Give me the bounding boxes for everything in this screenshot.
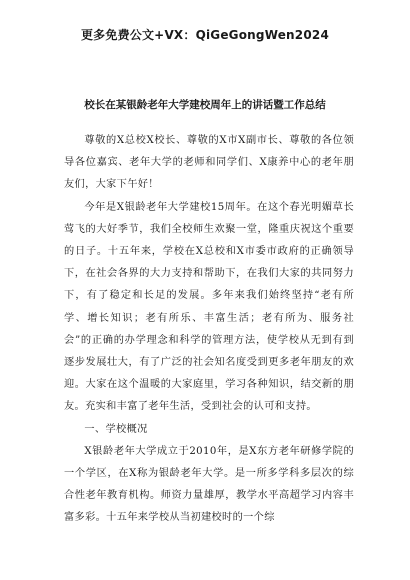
document-body xyxy=(64,130,354,530)
paragraph-school-overview: X银龄老年大学成立于2010年，是X东方老年研修学院的一个学区，在X称为银龄老年大学。是一所多学科多层次的综合性老年教育机构。师资力量雄厚，教学水平高超学习内容丰富多彩。十五年来学校从当初建校时的一个综 xyxy=(64,445,354,524)
section-heading: 一、学校概况 xyxy=(84,423,148,435)
paragraph-anniversary: 今年是X银龄老年大学建校15周年。在这个春光明媚草长莺飞的大好季节，我们全校师生欢聚一堂，隆重庆祝这个重要的日子。十五年来，学校在X总校和X市委市政府的正确领导下，在社会各界的大力支持和帮助下，在我们大家的共同努力下，有了稳定和长足的发展。多年来我们始终坚持“老有所学、增长知识；老有所乐、丰富生活；老有所为、服务社会”的正确的办学理念和科学的管理方法，使学校从无到有到逐步发展壮大，有了广泛的社会知名度受到更多老年朋友的欢迎。大家在这个温暖的大家庭里，学习各种知识，结交新的朋友。充实和丰富了老年生活，受到社会的认可和支持。 xyxy=(64,201,354,413)
promo-banner: 更多免费公文+VX：QiGeGongWen2024 xyxy=(80,28,329,42)
document-title: 校长在某银龄老年大学建校周年上的讲话暨工作总结 xyxy=(84,99,326,111)
paragraph-greeting: 尊敬的X总校X校长、尊敬的X市X副市长、尊敬的各位领导各位嘉宾、老年大学的老师和同学们、X康养中心的老年朋友们，大家下午好！ xyxy=(64,135,354,191)
